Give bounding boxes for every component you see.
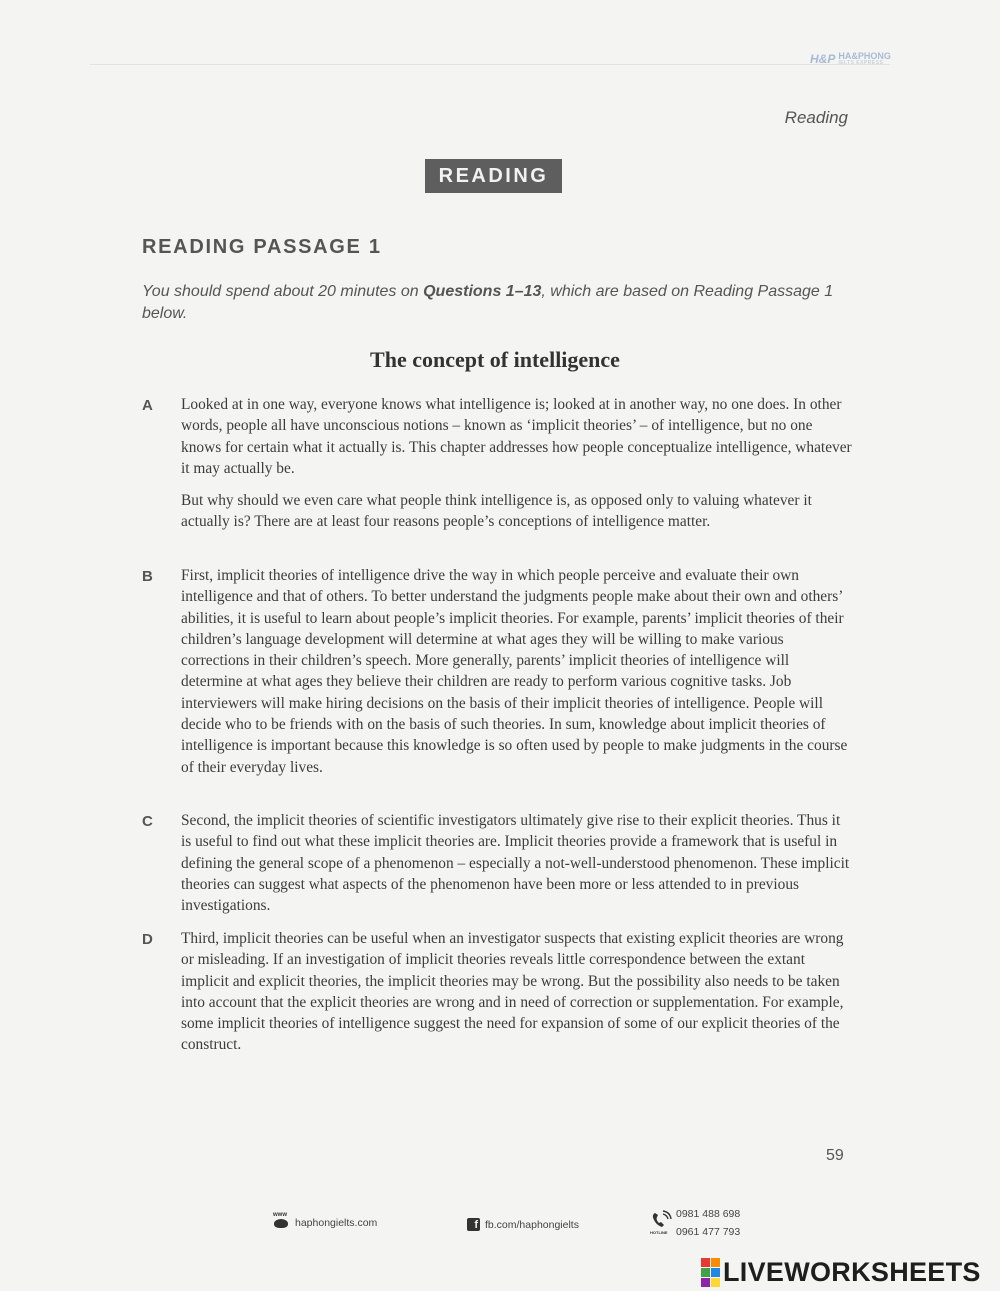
logo-square-1 (701, 1258, 710, 1267)
logo-square-2 (711, 1258, 720, 1267)
running-header: Reading (784, 108, 848, 127)
logo-mark: H&P (810, 52, 836, 66)
paragraph-d: Third, implicit theories can be useful when an investigator suspects that existing explicit theories are wrong or misleading. If an investigation of implicit theories reveals little correspondence between the extant implicit and explicit theories, the implicit theories may be wrong. But the possibility also needs to be taken into account that the explicit theories are wrong and in need of correction or supplementation. For example, some implicit theories of intelligence suggest the need for expansion of some of our explicit theories of the construct. (181, 930, 844, 1054)
logo-square-3 (701, 1268, 710, 1277)
top-rule (90, 64, 890, 65)
passage-title: READING PASSAGE 1 (142, 236, 382, 258)
phone-icon (650, 1210, 672, 1236)
footer-facebook (467, 1218, 579, 1231)
logo-square-4 (711, 1268, 720, 1277)
article-title: The concept of intelligence (370, 347, 620, 372)
logo-square-6 (711, 1278, 720, 1287)
paragraph-label-b: B (142, 568, 153, 585)
paragraph-label-d: D (142, 931, 153, 948)
facebook-text: fb.com/haphongielts (485, 1218, 579, 1231)
section-banner: READING (425, 159, 562, 193)
instruction-text (142, 281, 842, 325)
paragraph-b: First, implicit theories of intelligence drive the way in which people perceive and evaluate their own intelligence and that of others. To better understand the judgments people make about their own and others’ abilities, it is useful to learn about people’s implicit theories. For example, parents’ implicit theories of their children’s language development will determine at what ages they will be willing to make various corrections in their children’s speech. More generally, parents’ implicit theories of intelligence will determine at what ages they believe their children are ready to perform various cognitive tasks. Job interviewers will make hiring decisions on the basis of their implicit theories of intelligence. People will decide who to be friends with on the basis of such theories. In sum, knowledge about implicit theories of intelligence is important because this knowledge is so often used by people to make judgments in the course of their everyday lives. (181, 567, 848, 776)
logo-sub: IELTS EXPRESS (838, 60, 884, 66)
paragraph-label-a: A (142, 397, 153, 414)
footer-website (272, 1216, 377, 1230)
liveworksheets-text: LIVEWORKSHEETS (723, 1257, 981, 1287)
paragraph-a: Looked at in one way, everyone knows what intelligence is; looked at in another way, no one does. In other words, people all have unconscious notions – known as ‘implicit theories’ – of intelligence, but no one knows for certain what it actually is. This chapter addresses how people conceptualize intelligence, whatever it may actually be. (181, 396, 852, 477)
logo-square-5 (701, 1278, 710, 1287)
instruction-after: , which are based on Reading Passage 1 below. (142, 283, 834, 322)
page-number: 59 (826, 1147, 844, 1164)
logo-name: HA&PHONG (838, 51, 891, 61)
liveworksheets-logo-icon (701, 1258, 720, 1287)
instruction-questions: Questions 1–13 (423, 283, 542, 300)
publisher-logo (810, 52, 891, 66)
website-text: haphongielts.com (295, 1217, 378, 1229)
phone-number-1: 0981 488 698 (676, 1208, 741, 1220)
globe-icon (272, 1216, 290, 1230)
footer-hotline (650, 1208, 740, 1238)
hotline-label: HOTLINE (650, 1230, 668, 1235)
phone-number-2: 0961 477 793 (676, 1226, 741, 1238)
instruction-before: You should spend about 20 minutes on (142, 283, 424, 300)
paragraph-label-c: C (142, 813, 153, 830)
facebook-icon: f (467, 1218, 480, 1231)
liveworksheets-watermark (701, 1257, 981, 1288)
paragraph-a-continued: But why should we even care what people think intelligence is, as opposed only to valuing whatever it actually is? There are at least four reasons people’s conceptions of intelligence matter. (181, 492, 812, 531)
paragraph-c: Second, the implicit theories of scientific investigators ultimately give rise to their explicit theories. Thus it is useful to find out what these implicit theories are. Implicit theories provide a framework that is useful in defining the general scope of a phenomenon – especially a not-well-understood phenomenon. These implicit theories can suggest what aspects of the phenomenon have been more or less attended to in previous investigations. (181, 812, 850, 915)
